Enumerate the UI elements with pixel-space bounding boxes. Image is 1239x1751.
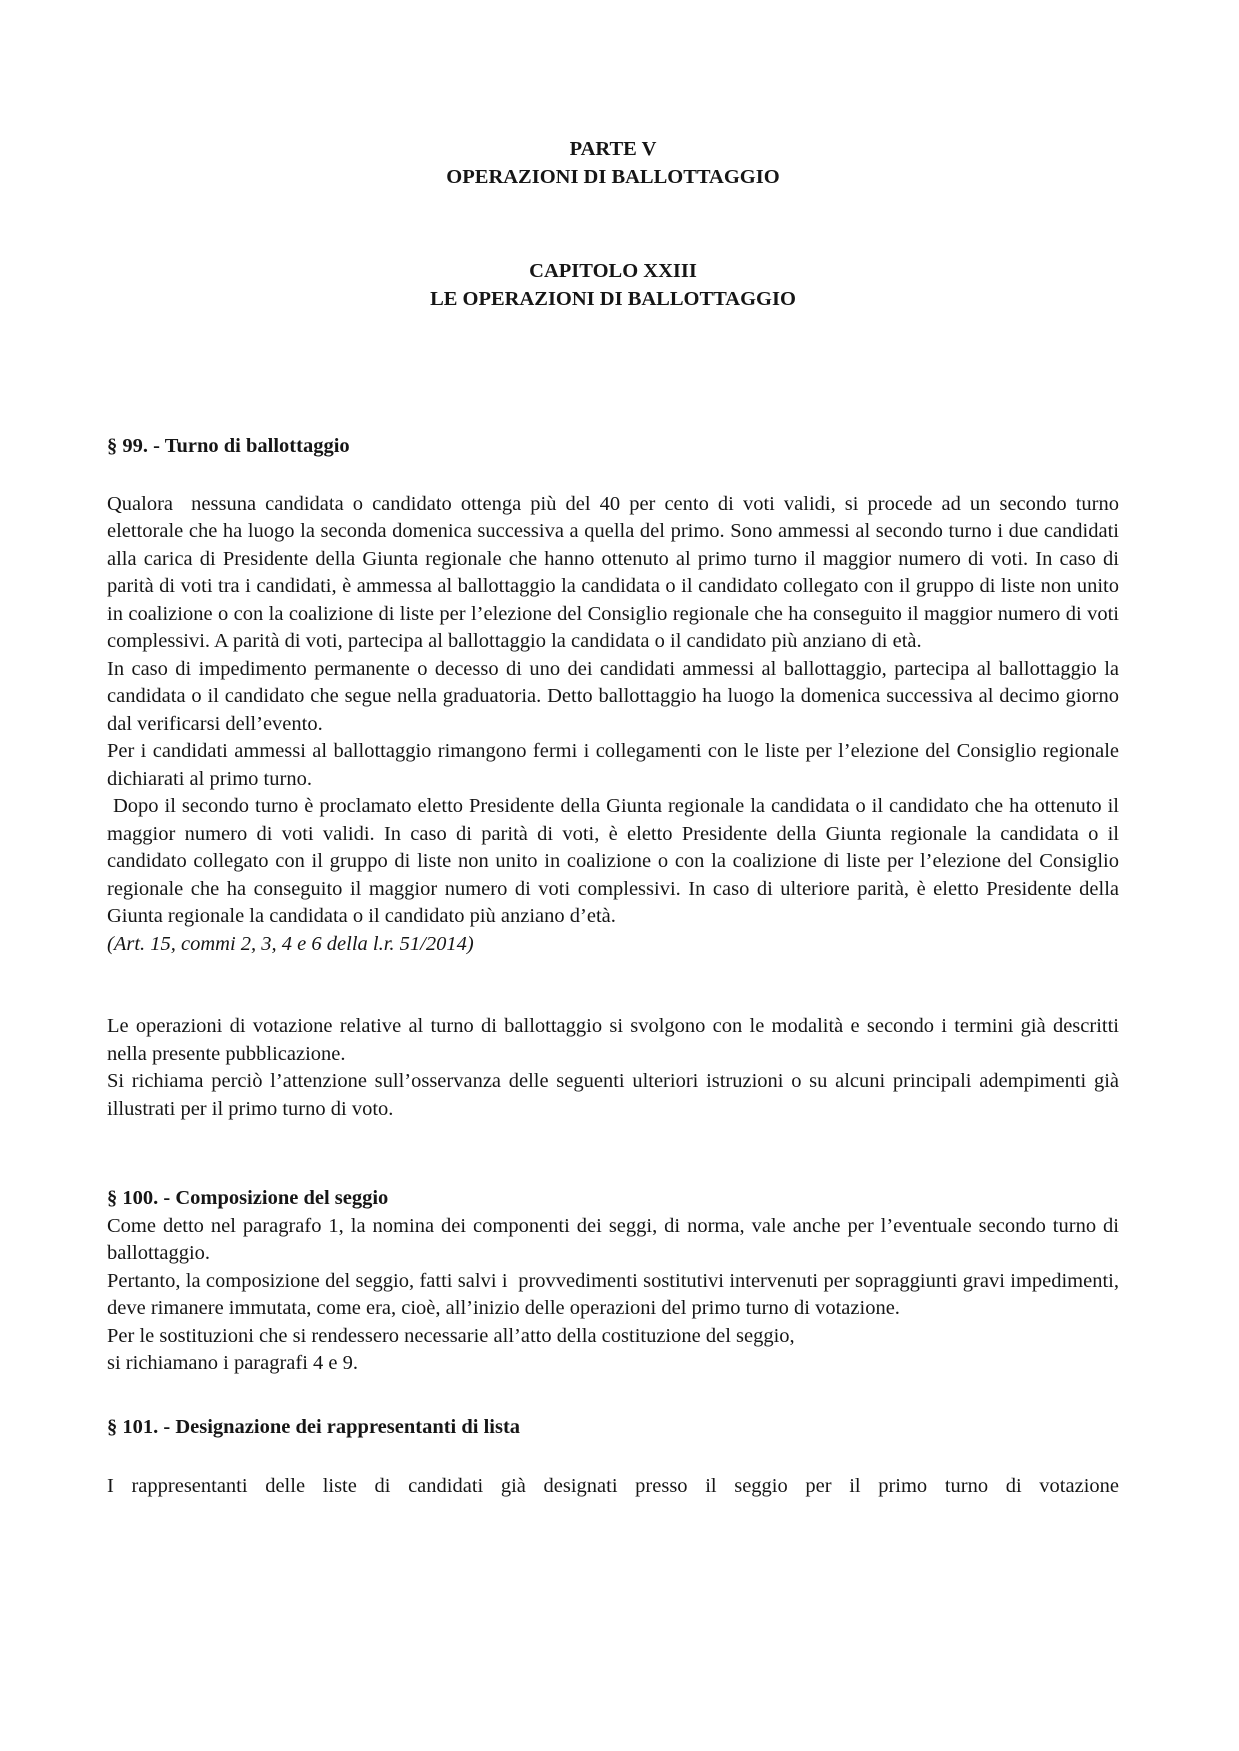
para-sostituzioni-line1: Per le sostituzioni che si rendessero necessarie all’atto della costituzione del seggio, (107, 1324, 795, 1347)
para-turno-ballottaggio: Qualora nessuna candidata o candidato ottenga più del 40 per cento di voti validi, si procede ad un secondo turno elettorale che ha luogo la seconda domenica successiva a quella del primo. Sono ammessi al secondo turno i due candidati alla carica di Presidente della Giunta regionale che hanno ottenuto al primo turno il maggior numero di voti. In caso di parità di voti tra i candidati, è ammessa al ballottaggio la candidata o il candidato collegato con il gruppo di liste non unito in coalizione o con la coalizione di liste per l’elezione del Consiglio regionale che ha conseguito il maggior numero di voti complessivi. A parità di voti, partecipa al ballottaggio la candidata o il candidato più anziano di età. (107, 492, 1119, 652)
para-impedimento-decesso: In caso di impedimento permanente o decesso di uno dei candidati ammessi al ballottaggio, partecipa al ballottaggio la candidata o il candidato che segue nella graduatoria. Detto ballottaggio ha luogo la domenica successiva al decimo giorno dal verificarsi dell’evento. (107, 657, 1119, 735)
part-title: PARTE V (569, 138, 657, 160)
chapter-title: CAPITOLO XXIII (529, 260, 697, 282)
section-99-heading: § 99. - Turno di ballottaggio (107, 435, 350, 457)
section-101-heading: § 101. - Designazione dei rappresentanti di lista (107, 1415, 521, 1438)
part-heading-block (107, 136, 1119, 191)
para-proclamazione-eletto: Dopo il secondo turno è proclamato eletto Presidente della Giunta regionale la candidata o il candidato che ha ottenuto il maggior numero di voti validi. In caso di parità di voti, è eletto Presidente della Giunta regionale la candidata o il candidato collegato con il gruppo di liste non unito in coalizione o con la coalizione di liste per l’elezione del Consiglio regionale che ha conseguito il maggior numero di voti complessivi. In caso di ulteriore parità, è eletto Presidente della Giunta regionale la candidata o il candidato più anziano d’età. (107, 795, 1119, 927)
para-composizione-immutata: Pertanto, la composizione del seggio, fatti salvi i provvedimenti sostitutivi intervenuti per sopraggiunti gravi impedimenti, deve rimanere immutata, come era, cioè, all’inizio delle operazioni del primo turno di votazione. (107, 1269, 1119, 1319)
para-modalita-votazione: Le operazioni di votazione relative al turno di ballottaggio si svolgono con le modalità e secondo i termini già descritti nella presente pubblicazione. (107, 1015, 1119, 1065)
para-richiamo-istruzioni: Si richiama perciò l’attenzione sull’osservanza delle seguenti ulteriori istruzioni o su alcuni principali adempimenti già illustrati per il primo turno di voto. (107, 1070, 1119, 1120)
part-subtitle: OPERAZIONI DI BALLOTTAGGIO (446, 165, 780, 188)
para-collegamenti-liste: Per i candidati ammessi al ballottaggio rimangono fermi i collegamenti con le liste per l’elezione del Consiglio regionale dichiarati al primo turno. (107, 740, 1119, 790)
para-rappresentanti-lista: I rappresentanti delle liste di candidati già designati presso il seggio per il primo turno di votazione (107, 1475, 1119, 1497)
para-nomina-componenti: Come detto nel paragrafo 1, la nomina dei componenti dei seggi, di norma, vale anche per l’eventuale secondo turno di ballottaggio. (107, 1214, 1119, 1264)
legal-reference: (Art. 15, commi 2, 3, 4 e 6 della l.r. 51/2014) (107, 932, 474, 955)
para-sostituzioni-line2: si richiamano i paragrafi 4 e 9. (107, 1352, 359, 1374)
section-100-heading: § 100. - Composizione del seggio (107, 1187, 389, 1209)
chapter-subtitle: LE OPERAZIONI DI BALLOTTAGGIO (430, 287, 796, 310)
chapter-heading-block (107, 258, 1119, 313)
